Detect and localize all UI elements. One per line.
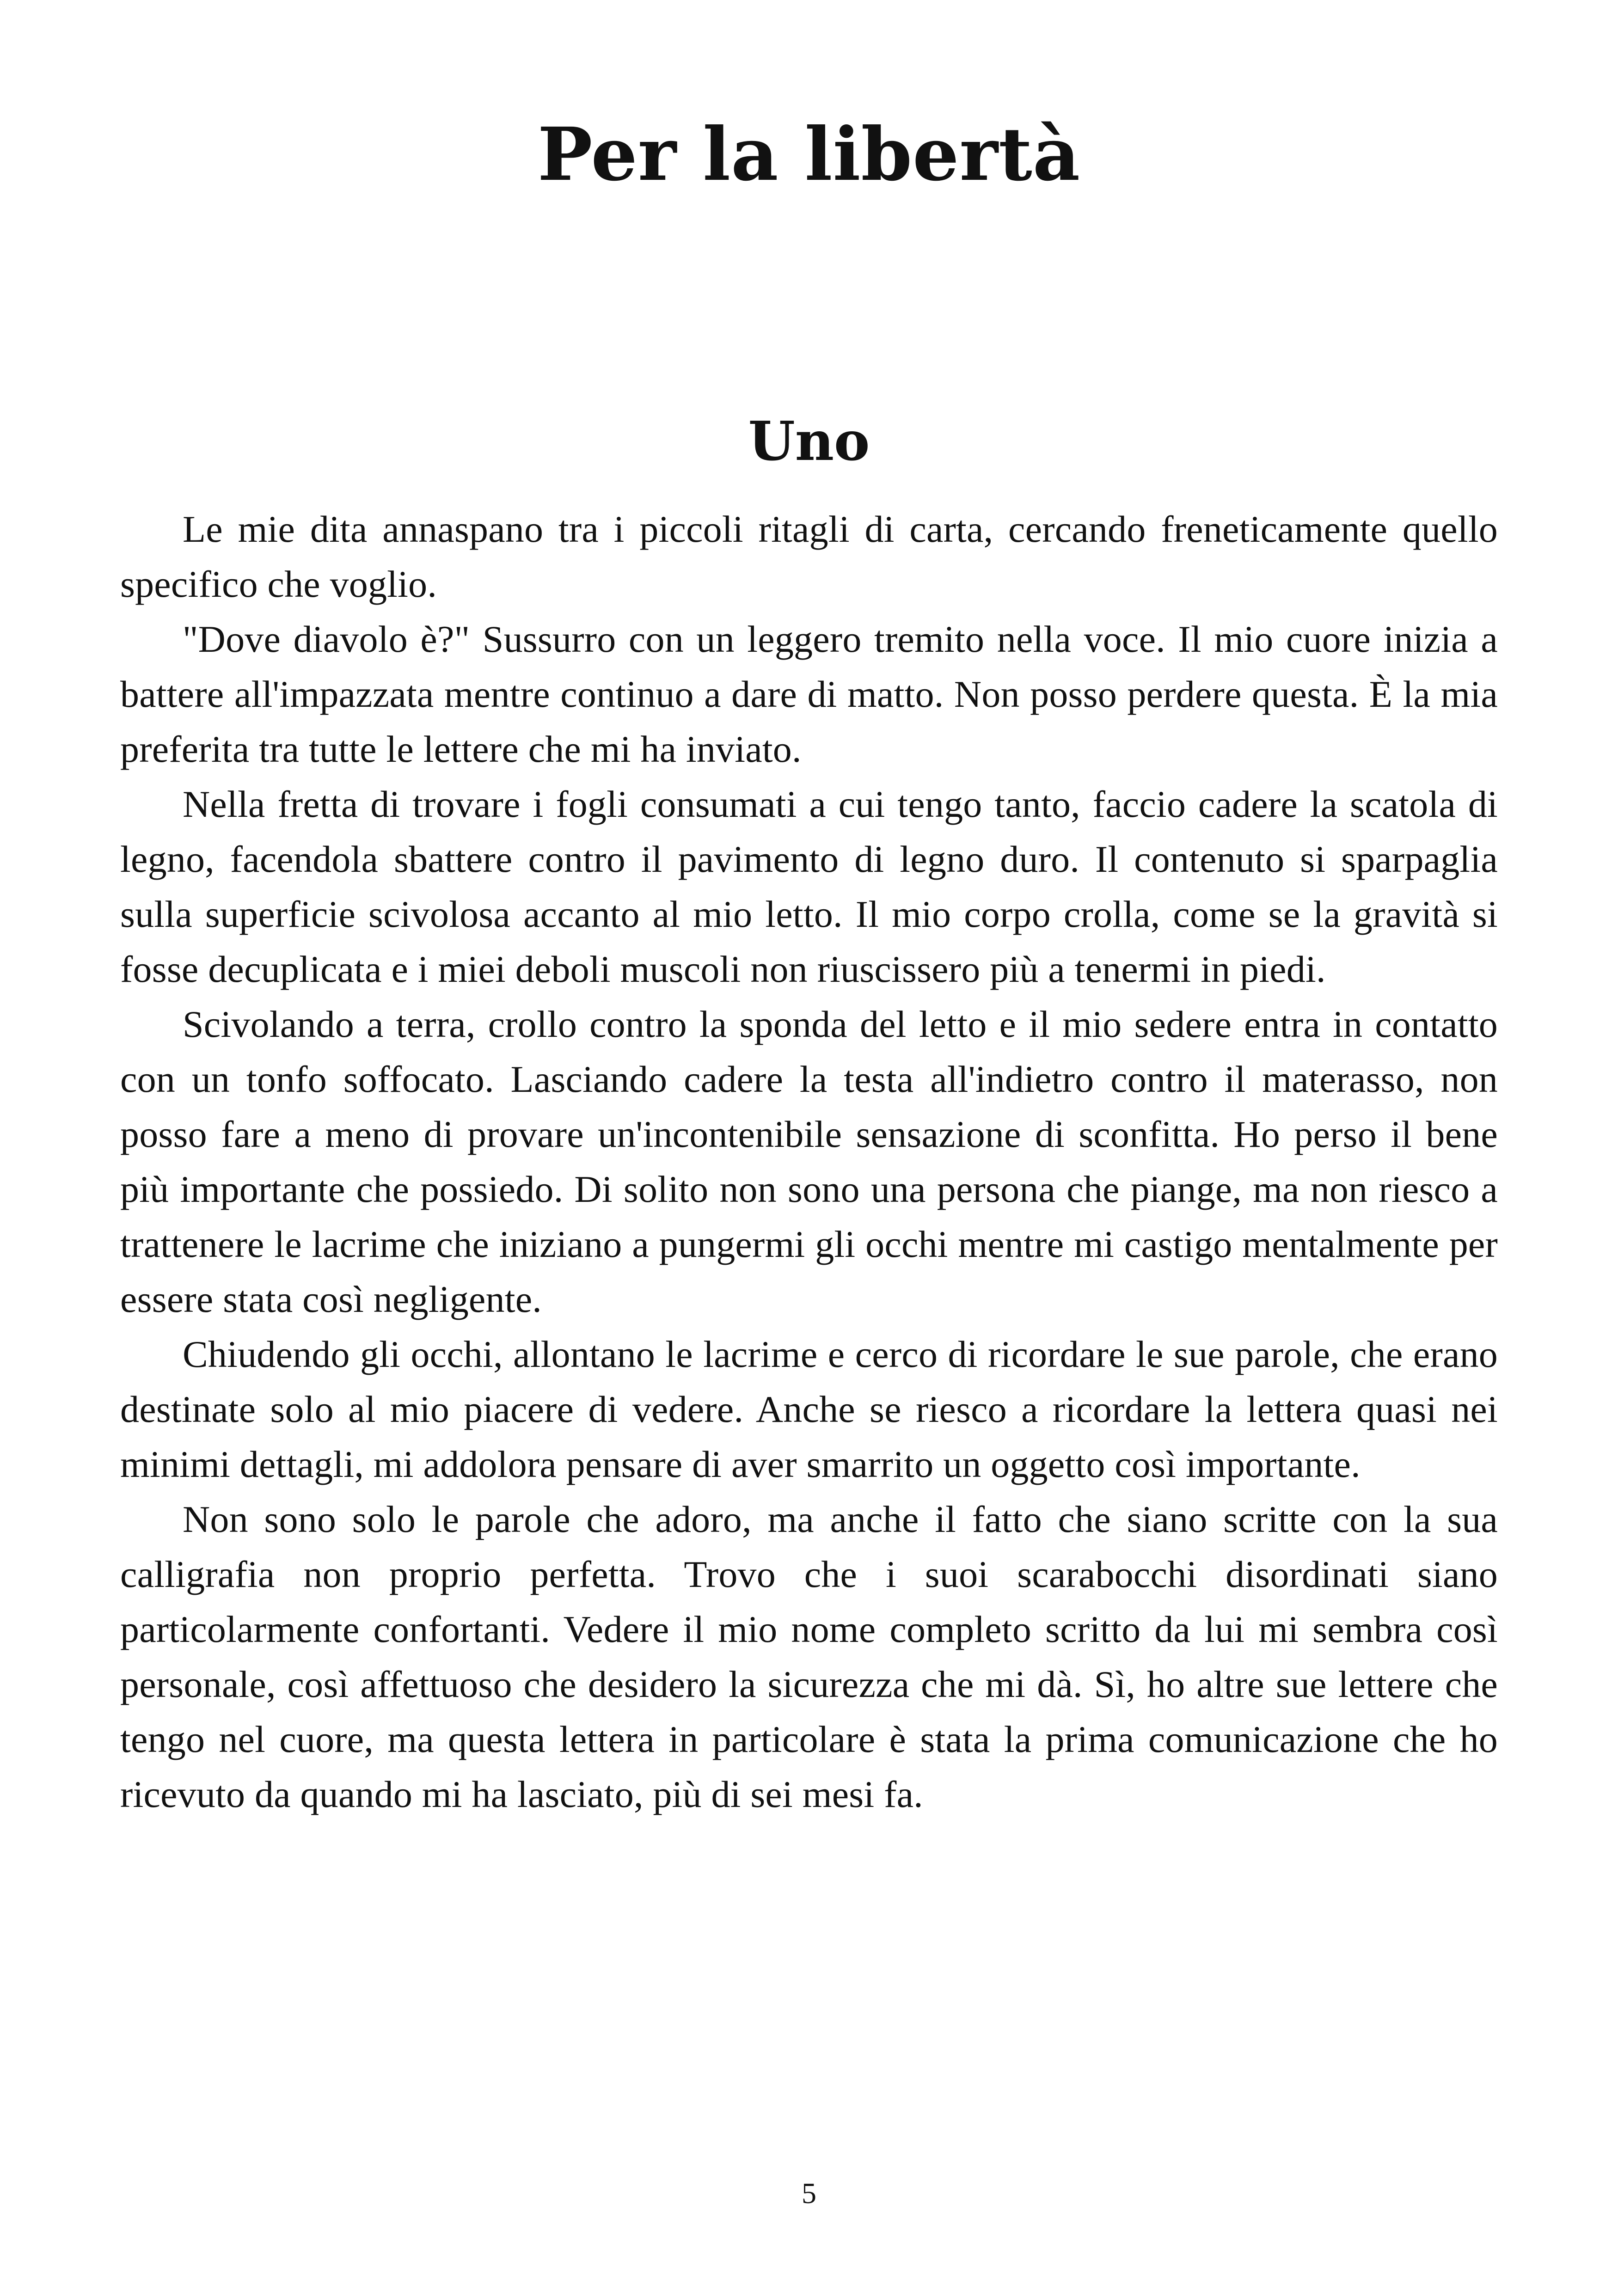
paragraph: Le mie dita annaspano tra i piccoli ritagli di carta, cercando freneticamente quello specifico che voglio. [120,508,1498,605]
paragraph: Non sono solo le parole che adoro, ma anche il fatto che siano scritte con la sua calligrafia non proprio perfetta. Trovo che i suoi scarabocchi disordinati siano particolarmente confortanti. Vedere il mio nome completo scritto da lui mi sembra così personale, così affettuoso che desidero la sicurezza che mi dà. Sì, ho altre sue lettere che tengo nel cuore, ma questa lettera in particolare è stata la prima comunicazione che ho ricevuto da quando mi ha lasciato, più di sei mesi fa. [120,1498,1498,1815]
paragraph: "Dove diavolo è?" Sussurro con un leggero tremito nella voce. Il mio cuore inizia a battere all'impazzata mentre continuo a dare di matto. Non posso perdere questa. È la mia preferita tra tutte le lettere che mi ha inviato. [120,618,1498,770]
paragraph: Scivolando a terra, crollo contro la sponda del letto e il mio sedere entra in contatto con un tonfo soffocato. Lasciando cadere la testa all'indietro contro il materasso, non posso fare a meno di provare un'incontenibile sensazione di sconfitta. Ho perso il bene più importante che possiedo. Di solito non sono una persona che piange, ma non riesco a trattenere le lacrime che iniziano a pungermi gli occhi mentre mi castigo mentalmente per essere stata così negligente. [120,1003,1498,1320]
paragraph: Chiudendo gli occhi, allontano le lacrime e cerco di ricordare le sue parole, che erano destinate solo al mio piacere di vedere. Anche se riesco a ricordare la lettera quasi nei minimi dettagli, mi addolora pensare di aver smarrito un oggetto così importante. [120,1333,1498,1485]
chapter-title: Uno [748,410,870,473]
paragraph: Nella fretta di trovare i fogli consumati a cui tengo tanto, faccio cadere la scatola di legno, facendola sbattere contro il pavimento di legno duro. Il contenuto si sparpaglia sulla superficie scivolosa accanto al mio letto. Il mio corpo crolla, come se la gravità si fosse decuplicata e i miei deboli muscoli non riuscissero più a tenermi in piedi. [120,783,1498,990]
book-title: Per la libertà [537,112,1081,197]
chapter-body [120,502,1498,1822]
page-number: 5 [802,2177,816,2210]
